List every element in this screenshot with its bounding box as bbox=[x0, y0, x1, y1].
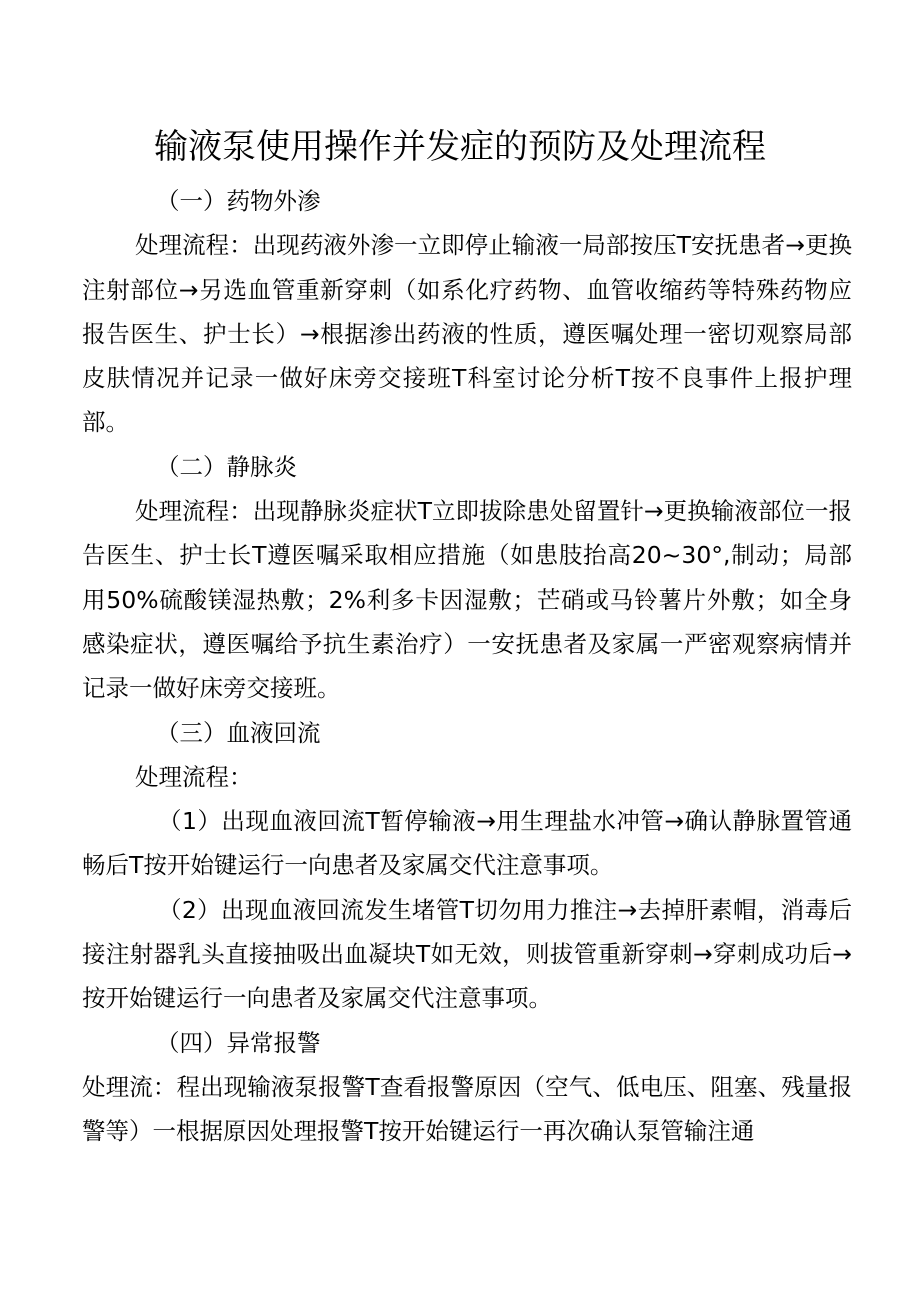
section-heading-phlebitis: （二）静脉炎 bbox=[156, 452, 297, 481]
section-paragraph: 处理流程：出现药液外渗一立即停止输液一局部按压T安抚患者→更换注射部位→另选血管重新穿刺（如系化疗药物、血管收缩药等特殊药物应报告医生、护士长）→根据渗出药液的性质，遵医嘱处理一密切观察局部皮肤情况并记录一做好床旁交接班T科室讨论分析T按不良事件上报护理部。 bbox=[82, 231, 852, 437]
document-body bbox=[82, 179, 852, 1154]
section-heading-abnormal-alarm: （四）异常报警 bbox=[156, 1028, 321, 1057]
section-paragraph: 处理流程： bbox=[135, 762, 253, 791]
section-paragraph: 处理流：程出现输液泵报警T查看报警原因（空气、低电压、阻塞、残量报警等）一根据原因处理报警T按开始键运行一再次确认泵管输注通 bbox=[82, 1072, 852, 1146]
section-heading-drug-extravasation: （一）药物外渗 bbox=[156, 187, 321, 215]
section-paragraph: 处理流程：出现静脉炎症状T立即拔除患处留置针→更换输液部位一报告医生、护士长T遵医嘱采取相应措施（如患肢抬高20~30°,制动；局部用50%硫酸镁湿热敷；2%利多卡因湿敷；芒硝或马铃薯片外敷；如全身感染症状，遵医嘱给予抗生素治疗）一安抚患者及家属一严密观察病情并记录一做好床旁交接班。 bbox=[82, 497, 852, 703]
document-title: 输液泵使用操作并发症的预防及处理流程 bbox=[154, 127, 766, 167]
section-heading-blood-backflow: （三）血液回流 bbox=[156, 718, 321, 747]
section-paragraph: （2）出现血液回流发生堵管T切勿用力推注→去掉肝素帽，消毒后接注射器乳头直接抽吸出血凝块T如无效，则拔管重新穿刺→穿刺成功后→按开始键运行一向患者及家属交代注意事项。 bbox=[82, 895, 852, 1013]
section-paragraph: （1）出现血液回流T暂停输液→用生理盐水冲管→确认静脉置管通畅后T按开始键运行一向患者及家属交代注意事项。 bbox=[82, 807, 852, 880]
